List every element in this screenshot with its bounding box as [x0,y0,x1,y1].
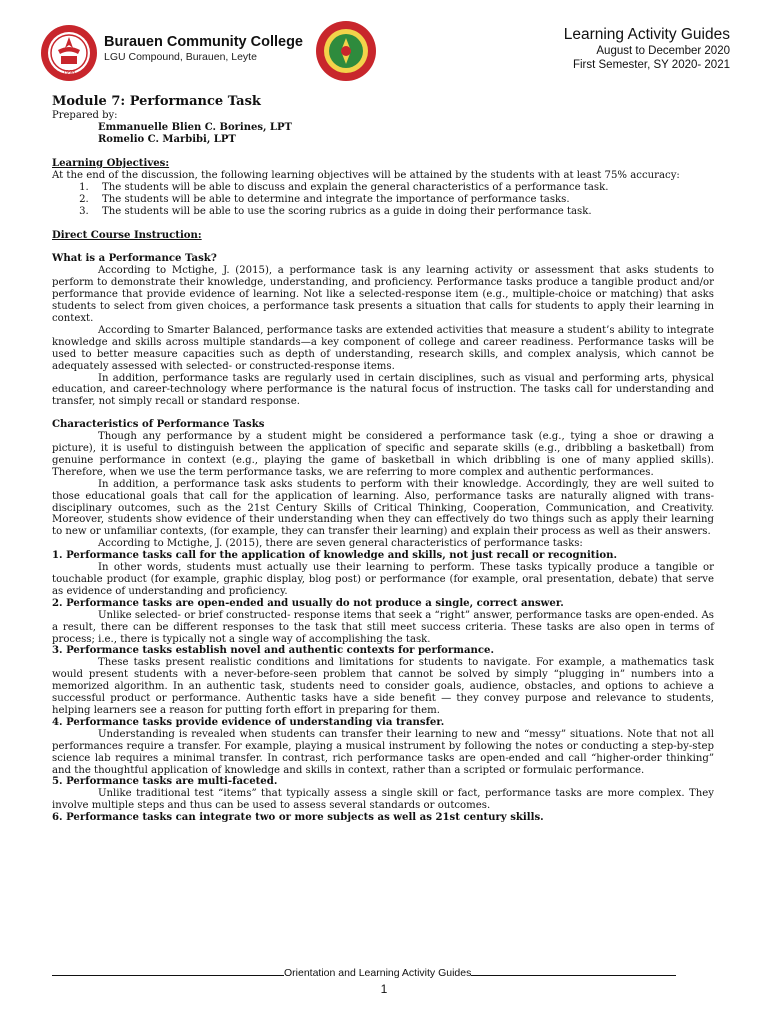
objective-item: 3. The students will be able to use the scoring rubrics as a guide in doing their performance task. [92,206,714,218]
direct-instruction-heading: Direct Course Instruction: [52,228,202,241]
footer-rule [471,974,676,976]
college-name: Burauen Community College [104,34,303,50]
page-footer [52,967,714,979]
characteristic-text: These tasks present realistic conditions and limitations for students to navigate. For example, a mathematics task would present students with a never-before-seen problem that cannot be solved by simply “plugging in” numbers into a memorized algorithm. In an authentic task, students need to consider goals, audience, obstacles, and options to achieve a successful product or performance. Authentic tasks have a side benefit — they convey purpose and relevance to students, helping learners see a reason for putting forth effort in preparing for them. [52,657,714,716]
paragraph: According to Mctighe, J. (2015), there are seven general characteristics of performance tasks: [98,538,583,550]
objective-item: 1. The students will be able to discuss and explain the general characteristics of a performance task. [92,182,714,194]
document-body [52,94,714,824]
objectives-heading: Learning Objectives: [52,157,170,169]
characteristic-title: 6. Performance tasks can integrate two or more subjects as well as 21st century skills. [52,811,544,824]
objective-item: 2. The students will be able to determine and integrate the importance of performance tasks. [92,194,714,206]
author-name: Romelio C. Marbibi, LPT [98,134,236,145]
footer-rule [52,974,284,976]
semester: First Semester, SY 2020- 2021 [572,59,730,71]
document-info [564,26,730,72]
college-seal-icon [40,24,98,82]
characteristic-title: 3. Performance tasks establish novel and authentic contexts for performance. [52,644,495,657]
page-number: 1 [380,982,388,996]
characteristic-title: 5. Performance tasks are multi-faceted. [52,775,278,788]
characteristic-text: In other words, students must actually use their learning to perform. These tasks typically produce a tangible or touchable product (for example, graphic display, blog post) or performance (for example, oral presentation, debate) that serve as evidence of understanding and proficiency. [52,562,714,597]
paragraph: According to Smarter Balanced, performance tasks are extended activities that measure a student’s ability to integrate knowledge and skills across multiple standards—a key component of college and career readiness. Performance tasks will be used to better measure capacities such as depth of understanding, research skills, and complex analysis, which cannot be adequately assessed with selected- or constructed-response items. [52,324,714,372]
characteristic-title: 4. Performance tasks provide evidence of understanding via transfer. [52,715,445,728]
section-heading-what-is: What is a Performance Task? [52,252,217,265]
paragraph: Though any performance by a student might be considered a performance task (e.g., tying a shoe or drawing a picture), it is useful to distinguish between the application of specific and separate skills (e.g., dribbling a basketball) from genuine performance in context (e.g., playing the game of basketball in which dribbling is one of many applied skills). Therefore, when we use the term performance tasks, we are referring to more complex and authentic performances. [52,431,714,478]
prepared-by-label: Prepared by: [52,110,118,121]
footer-text: Orientation and Learning Activity Guides [284,967,472,979]
section-heading-characteristics: Characteristics of Performance Tasks [52,418,265,431]
paragraph: In addition, performance tasks are regularly used in certain disciplines, such as visual and performing arts, physical education, and career-technology where performance is the natural focus of instruction. The tasks call for understanding and transfer, not simply recall or standard response. [52,372,714,408]
paragraph: According to Mctighe, J. (2015), a performance task is any learning activity or assessment that asks students to perform to demonstrate their knowledge, understanding, and proficiency. Performance tasks produce a tangible product and/or performance that provide evidence of learning. Not like a selected-response item (e.g., multiple-choice or matching) that asks students to select from given choices, a performance task presents a situation that calls for students to apply their learning in context. [52,265,714,324]
module-title: Module 7: Performance Task [52,94,261,109]
date-range: August to December 2020 [596,45,730,57]
characteristic-title: 1. Performance tasks call for the application of knowledge and skills, not just recall or recognition. [52,549,617,562]
characteristic-title: 2. Performance tasks are open-ended and usually do not produce a single, correct answer. [52,596,564,609]
objectives-list [52,182,714,218]
characteristic-text: Unlike selected- or brief constructed- response items that seek a “right” answer, performance tasks are open-ended. As a result, there can be different responses to the task that still meet success criteria. These tasks are also open in terms of process; i.e., there is typically not a single way of accomplishing the task. [52,609,714,645]
college-address: LGU Compound, Burauen, Leyte [104,51,257,63]
characteristic-text: Understanding is revealed when students can transfer their learning to new and “messy” situations. Note that not all performances require a transfer. For example, playing a musical instrument by following the notes or conducting a step-by-step science lab requires a minimal transfer. In contrast, rich performance tasks are open-ended and call “higher-order thinking” and the thoughtful application of knowledge and skills in context, rather than a scripted or formulaic performance. [52,728,714,776]
page-header [40,18,730,80]
municipal-seal-icon [315,20,377,82]
college-block [104,34,303,64]
paragraph: In addition, a performance task asks students to perform with their knowledge. Accordingly, they are well suited to those educational goals that call for the application of learning. Also, performance tasks are naturally aligned with trans-disciplinary outcomes, such as the 21st Century Skills of Critical Thinking, Cooperation, Communication, and Creativity. Moreover, students show evidence of their understanding when they can effectively do two things such as apply their learning to new or unfamiliar contexts, (for example, they can transfer their learning) and explain their process as well as their answers. [52,478,714,538]
objectives-intro: At the end of the discussion, the following learning objectives will be attained by the students with at least 75% accuracy: [52,169,680,181]
document-title: Learning Activity Guides [563,26,730,43]
characteristic-text: Unlike traditional test “items” that typically assess a single skill or fact, performance tasks are more complex. They involve multiple steps and thus can be used to assess several standards or outcomes. [52,788,714,812]
seal-left-year: 1998 [62,70,76,76]
author-name: Emmanuelle Blien C. Borines, LPT [98,122,292,133]
